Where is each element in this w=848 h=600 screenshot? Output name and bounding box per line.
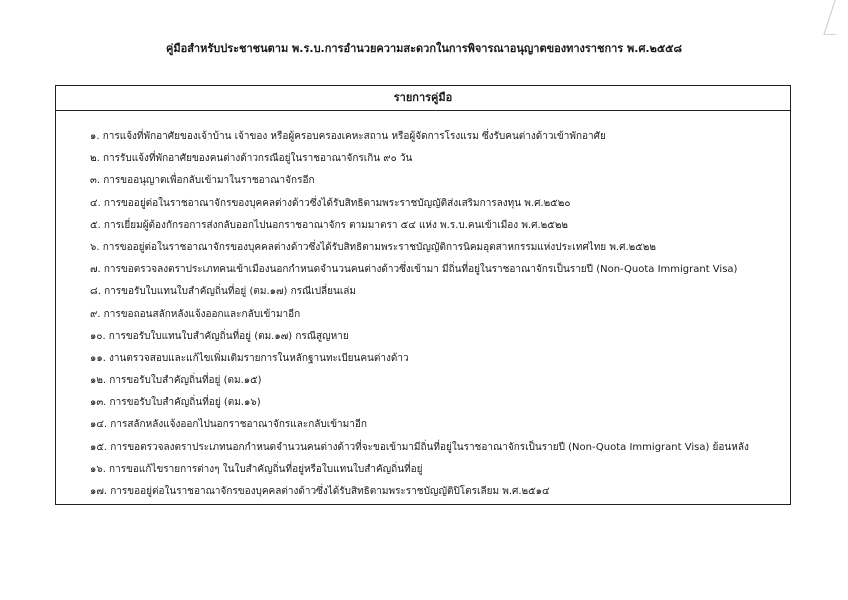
list-item: ๑๗. การขออยู่ต่อในราชอาณาจักรของบุคคลต่างด้าวซึ่งได้รับสิทธิตามพระราชบัญญัติปิโตรเลียม พ.ศ.๒๕๑๔ [90, 486, 550, 497]
list-item: ๑๔. การสลักหลังแจ้งออกไปนอกราชอาณาจักรและกลับเข้ามาอีก [90, 419, 367, 431]
list-item: ๑๒. การขอรับใบสำคัญถิ่นที่อยู่ (ตม.๑๕) [90, 375, 262, 387]
list-item: ๑๑. งานตรวจสอบและแก้ไขเพิ่มเติมรายการในหลักฐานทะเบียนคนต่างด้าว [90, 352, 409, 364]
manual-list-table [55, 85, 791, 505]
list-item: ๙. การขอถอนสลักหลังแจ้งออกและกลับเข้ามาอีก [90, 308, 301, 320]
table-header: รายการคู่มือ [56, 86, 790, 111]
manual-list [90, 126, 786, 503]
list-item: ๑๖. การขอแก้ไขรายการต่างๆ ในใบสำคัญถิ่นที่อยู่หรือใบแทนใบสำคัญถิ่นที่อยู่ [90, 463, 423, 475]
list-item: ๑๐. การขอรับใบแทนใบสำคัญถิ่นที่อยู่ (ตม.๑๗) กรณีสูญหาย [90, 330, 349, 342]
scan-edge-mark [823, 0, 847, 35]
list-item: ๑๓. การขอรับใบสำคัญถิ่นที่อยู่ (ตม.๑๖) [90, 397, 261, 409]
list-item: ๑๕. การขอตรวจลงตราประเภทนอกกำหนดจำนวนคนต่างด้าวที่จะขอเข้ามามีถิ่นที่อยู่ในราชอาณาจักรเป็นรายปี (Non-Quota Immigrant Visa) ย้อนหลัง [90, 441, 749, 453]
document-title: คู่มือสำหรับประชาชนตาม พ.ร.บ.การอำนวยความสะดวกในการพิจารณาอนุญาตของทางราชการ พ.ศ.๒๕๕๘ [165, 42, 682, 55]
list-item: ๘. การขอรับใบแทนใบสำคัญถิ่นที่อยู่ (ตม.๑๗) กรณีเปลี่ยนเล่ม [90, 286, 357, 298]
list-item: ๔. การขออยู่ต่อในราชอาณาจักรของบุคคลต่างด้าวซึ่งได้รับสิทธิตามพระราชบัญญัติส่งเสริมการลงทุน พ.ศ.๒๕๒๐ [90, 197, 571, 209]
list-item: ๒. การรับแจ้งที่พักอาศัยของคนต่างด้าวกรณีอยู่ในราชอาณาจักรเกิน ๙๐ วัน [90, 153, 413, 165]
list-item: ๗. การขอตรวจลงตราประเภทคนเข้าเมืองนอกกำหนดจำนวนคนต่างด้าวซึ่งเข้ามา มีถิ่นที่อยู่ในราชอาณาจักรเป็นรายปี (Non-Quota Immigrant Visa) [90, 264, 738, 276]
list-item: ๓. การขออนุญาตเพื่อกลับเข้ามาในราชอาณาจักรอีก [90, 175, 315, 187]
list-item: ๖. การขออยู่ต่อในราชอาณาจักรของบุคคลต่างด้าวซึ่งได้รับสิทธิตามพระราชบัญญัติการนิคมอุตสาหกรรมแห่งประเทศไทย พ.ศ.๒๕๒๒ [90, 241, 656, 253]
list-item: ๕. การเยี่ยมผู้ต้องกักรอการส่งกลับออกไปนอกราชอาณาจักร ตามมาตรา ๕๔ แห่ง พ.ร.บ.คนเข้าเมือง พ.ศ.๒๕๒๒ [90, 219, 569, 231]
list-item: ๑. การแจ้งที่พักอาศัยของเจ้าบ้าน เจ้าของ หรือผู้ครอบครองเคหะสถาน หรือผู้จัดการโรงแรม ซึ่งรับคนต่างด้าวเข้าพักอาศัย [90, 131, 606, 142]
